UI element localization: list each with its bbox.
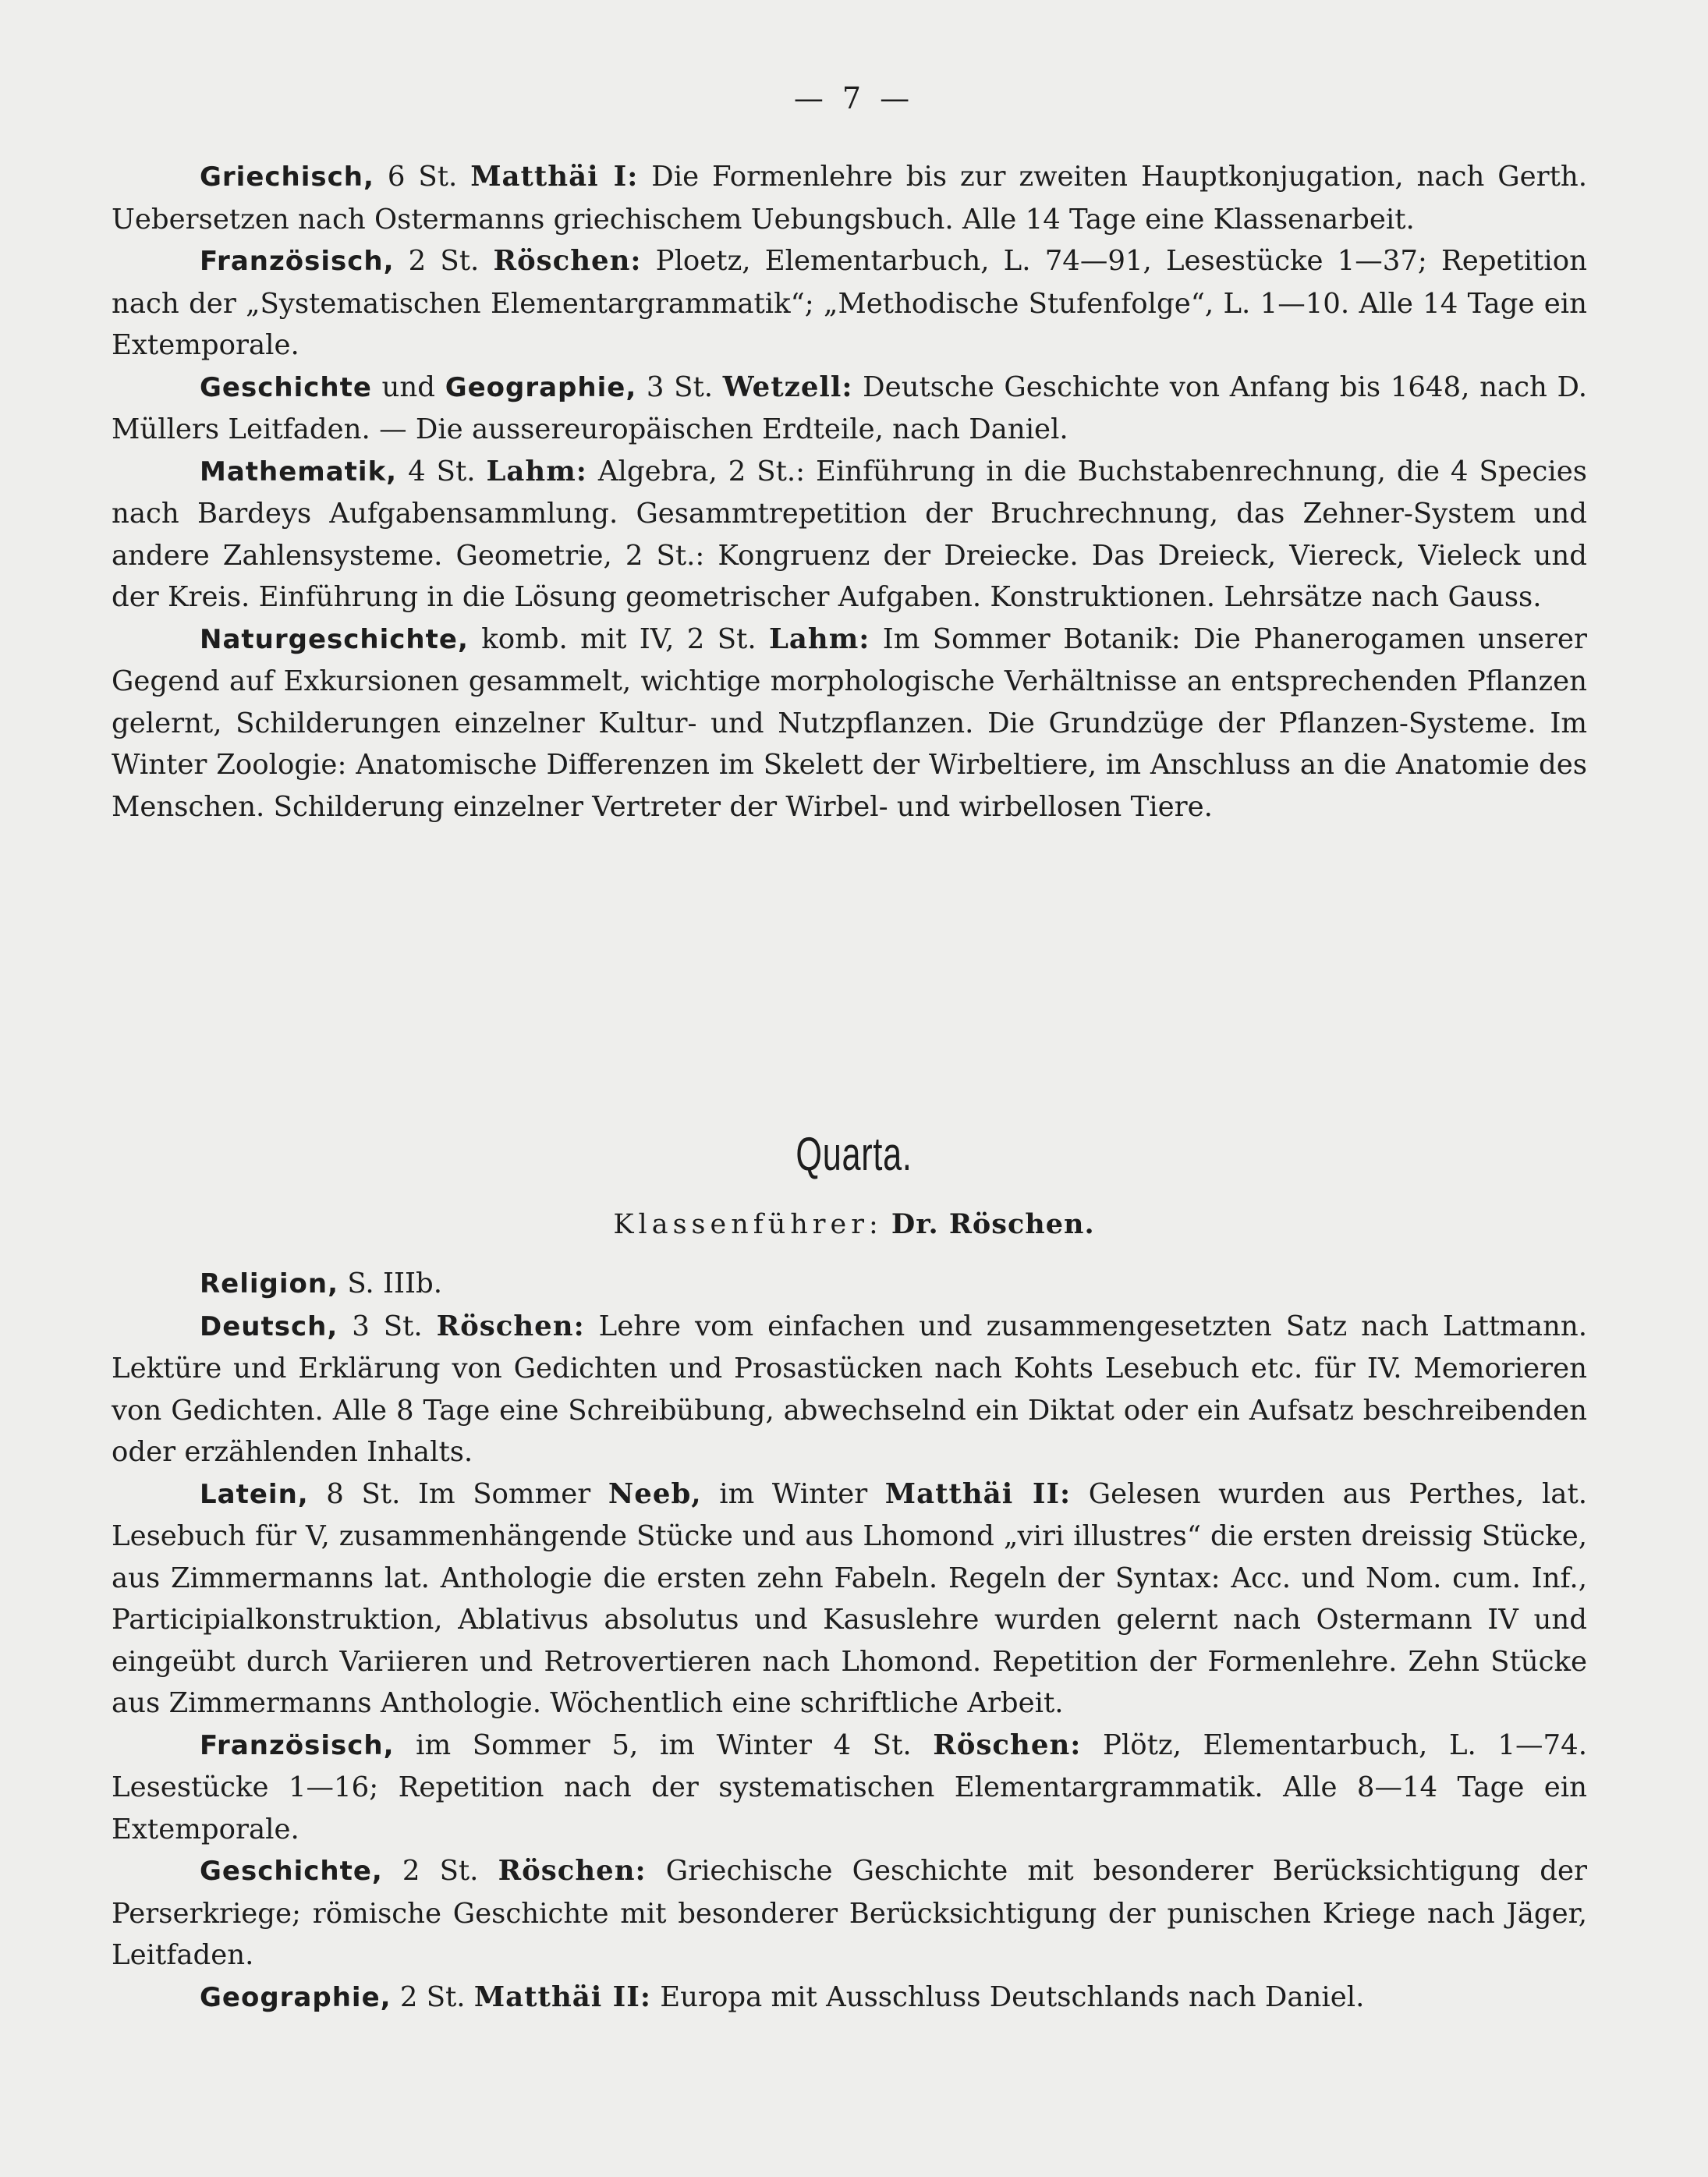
paragraph-text: und: [371, 371, 445, 403]
upper-section: [112, 156, 1587, 828]
teacher-name: Matthäi II:: [473, 1980, 651, 2013]
paragraph-text: 8 St. Im Sommer: [308, 1477, 608, 1510]
page-number: — 7 —: [793, 81, 915, 115]
paragraph-french: [112, 1725, 1587, 1851]
teacher-name: Röschen:: [493, 245, 642, 277]
lower-section: [112, 1263, 1587, 2019]
paragraph-text: Gelesen wurden aus Perthes, lat. Lesebuch für V, zusammenhängende Stücke und aus Lhomond „viri illustres“ die ersten dreissig Stücke, aus Zimmermanns lat. Anthologie die ersten zehn Fabeln. Regeln der Syntax: Acc. und Nom. cum. Inf., Participialkonstruktion, Ablativus absolutus und Kasuslehre wurden gelernt nach Ostermann IV und eingeübt durch Variieren und Retrovertieren nach Lhomond. Repetition der Formenlehre. Zehn Stücke aus Zimmermanns Anthologie. Wöchentlich eine schriftliche Arbeit.: [112, 1477, 1588, 1719]
paragraph-text: Ploetz, Elementarbuch, L. 74—91, Lesestücke 1—37; Repetition nach der „Systematischen Elementargrammatik“; „Methodische Stufenfolge“, L. 1—10. Alle 14 Tage ein Extemporale.: [112, 245, 1587, 361]
paragraph-text: Algebra, 2 St.: Einführung in die Buchstabenrechnung, die 4 Species nach Bardeys Aufgabensammlung. Gesammtrepetition der Bruchrechnung, das Zehner-System und andere Zahlensysteme. Geometrie, 2 St.: Kongruenz der Dreiecke. Das Dreieck, Viereck, Vieleck und der Kreis. Einführung in die Lösung geometrischer Aufgaben. Konstruktionen. Lehrsätze nach Gauss.: [112, 455, 1587, 613]
teacher-name: Lahm:: [486, 455, 587, 488]
teacher-name: Röschen:: [498, 1855, 647, 1887]
subject-heading: Französisch,: [200, 246, 395, 277]
subject-heading: Geographie,: [445, 371, 637, 403]
teacher-name: Röschen:: [436, 1310, 585, 1342]
subject-heading: Geschichte,: [200, 1856, 383, 1887]
paragraph-geography: [112, 1977, 1587, 2019]
subject-heading: Französisch,: [200, 1729, 395, 1761]
paragraph-text: 6 St.: [374, 161, 471, 193]
paragraph-history: [112, 1850, 1587, 1977]
paragraph-text: Die Formenlehre bis zur zweiten Hauptkonjugation, nach Gerth. Uebersetzen nach Ostermanns griechischem Uebungsbuch. Alle 14 Tage eine Klassenarbeit.: [112, 161, 1588, 236]
paragraph-text: 2 St.: [394, 245, 494, 277]
class-leader-label: Klassenführer:: [613, 1209, 883, 1240]
paragraph-text: komb. mit IV, 2 St.: [468, 622, 769, 655]
subject-heading: Latein,: [200, 1478, 309, 1510]
paragraph-french: [112, 240, 1587, 367]
teacher-name: Matthäi I:: [470, 161, 639, 193]
paragraph-history: [112, 367, 1587, 451]
class-leader-line: [0, 1204, 1708, 1245]
subject-heading: Religion,: [200, 1268, 339, 1299]
subject-heading: Deutsch,: [200, 1310, 338, 1342]
teacher-name: Wetzell:: [722, 371, 853, 403]
paragraph-german: [112, 1306, 1587, 1473]
paragraph-text: 2 St.: [391, 1980, 474, 2013]
paragraph-text: Deutsche Geschichte von Anfang bis 1648, nach D. Müllers Leitfaden. — Die aussereuropäischen Erdteile, nach Daniel.: [112, 371, 1587, 445]
paragraph-text: Plötz, Elementarbuch, L. 1—74. Lesestücke 1—16; Repetition nach der systematischen Elementargrammatik. Alle 8—14 Tage ein Extemporale.: [112, 1728, 1587, 1845]
teacher-name: Röschen:: [933, 1728, 1082, 1761]
section-heading: Quarta.: [796, 1128, 912, 1180]
subject-heading: Griechisch,: [200, 161, 374, 193]
subject-heading: Geschichte: [200, 371, 372, 403]
paragraph-text: Europa mit Ausschluss Deutschlands nach Daniel.: [650, 1980, 1365, 2013]
paragraph-religion: [112, 1263, 1587, 1306]
paragraph-text: Im Sommer Botanik: Die Phanerogamen unserer Gegend auf Exkursionen gesammelt, wichtige morphologische Verhältnisse an entsprechenden Pflanzen gelernt, Schilderungen einzelner Kultur- und Nutzpflanzen. Die Grundzüge der Pflanzen-Systeme. Im Winter Zoologie: Anatomische Differenzen im Skelett der Wirbeltiere, im Anschluss an die Anatomie des Menschen. Schilderung einzelner Vertreter der Wirbel- und wirbellosen Tiere.: [112, 622, 1587, 823]
paragraph-latin: [112, 1473, 1587, 1725]
class-leader-name: Dr. Röschen.: [891, 1208, 1095, 1240]
paragraph-text: Lehre vom einfachen und zusammengesetzten Satz nach Lattmann. Lektüre und Erklärung von Gedichten und Prosastücken nach Kohts Lesebuch etc. für IV. Memorieren von Gedichten. Alle 8 Tage eine Schreibübung, abwechselnd ein Diktat oder ein Aufsatz beschreibenden oder erzählenden Inhalts.: [112, 1310, 1587, 1468]
paragraph-text: im Winter: [701, 1477, 885, 1510]
paragraph-greek: [112, 156, 1587, 240]
paragraph-text: S. IIIb.: [338, 1268, 443, 1299]
paragraph-text: 3 St.: [636, 371, 723, 403]
subject-heading: Geographie,: [200, 1981, 392, 2013]
teacher-name: Matthäi II:: [884, 1477, 1072, 1510]
paragraph-text: im Sommer 5, im Winter 4 St.: [394, 1728, 934, 1761]
teacher-name: Lahm:: [768, 622, 870, 655]
paragraph-text: Griechische Geschichte mit besonderer Berücksichtigung der Perserkriege; römische Geschichte mit besonderer Berücksichtigung der punischen Kriege nach Jäger, Leitfaden.: [112, 1855, 1587, 1971]
paragraph-text: 4 St.: [397, 455, 487, 488]
paragraph-math: [112, 451, 1587, 619]
teacher-name: Neeb,: [608, 1477, 702, 1510]
subject-heading: Naturgeschichte,: [200, 623, 469, 655]
paragraph-nature: [112, 619, 1587, 828]
paragraph-text: 2 St.: [382, 1855, 498, 1887]
paragraph-text: 3 St.: [338, 1310, 437, 1342]
subject-heading: Mathematik,: [200, 456, 398, 488]
